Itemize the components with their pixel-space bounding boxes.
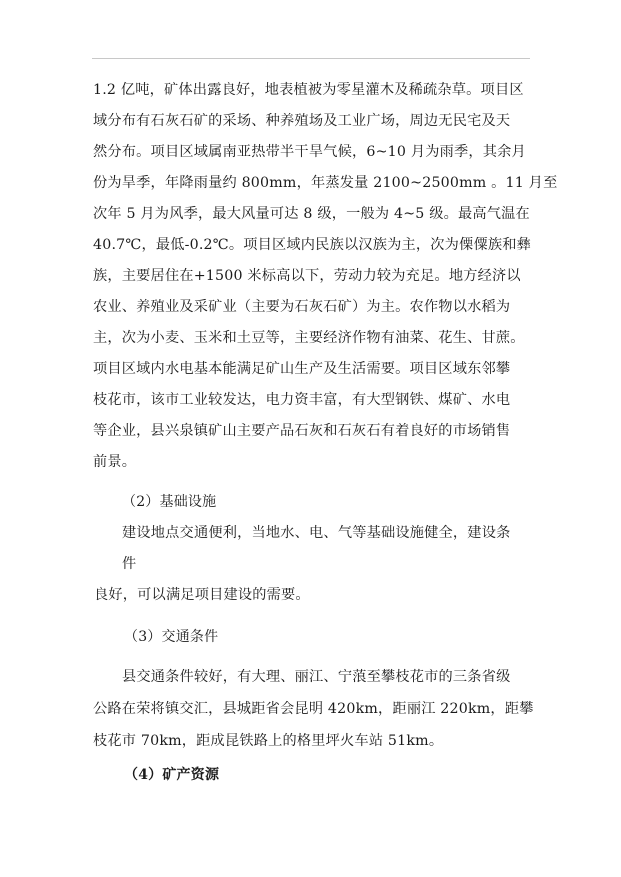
paragraph-line: 然分布。项目区域属南亚热带半干旱气候，6~10 月为雨季，其余月 [93,144,526,160]
paragraph-line: 公路在荣将镇交汇，县城距省会昆明 420km，距丽江 220km，距攀 [93,701,534,717]
paragraph-line: 族，主要居住在+1500 米标高以下，劳动力较为充足。地方经济以 [93,268,521,284]
paragraph-line: 等企业，县兴泉镇矿山主要产品石灰和石灰石有着良好的市场销售 [93,423,511,439]
section-heading-infrastructure: （2）基础设施 [122,494,217,510]
paragraph-line: 件 [122,556,137,572]
paragraph-line: 项目区域内水电基本能满足矿山生产及生活需要。项目区域东邻攀 [93,361,511,377]
paragraph-line: 次年 5 月为风季，最大风量可达 8 级，一般为 4~5 级。最高气温在 [93,206,530,222]
paragraph-line: 建设地点交通便利，当地水、电、气等基础设施健全，建设条 [122,525,511,541]
paragraph-line: 1.2 亿吨，矿体出露良好，地表植被为零星灌木及稀疏杂草。项目区 [93,82,524,98]
paragraph-line: 良好，可以满足项目建设的需要。 [94,587,310,603]
paragraph-line: 县交通条件较好，有大理、丽江、宁蒗至攀枝花市的三条省级 [122,669,511,685]
paragraph-line: 农业、养殖业及采矿业（主要为石灰石矿）为主。农作物以水稻为 [93,299,511,315]
paragraph-line: 枝花市 70km，距成昆铁路上的格里坪火车站 51km。 [93,733,444,749]
section-heading-mineral-resources: （4）矿产资源 [124,767,220,783]
section-heading-transportation: （3）交通条件 [124,629,219,645]
paragraph-line: 40.7℃，最低-0.2℃。项目区域内民族以汉族为主，次为傈僳族和彝 [93,237,531,253]
paragraph-line: 主，次为小麦、玉米和土豆等，主要经济作物有油菜、花生、甘蔗。 [93,330,525,346]
paragraph-line: 前景。 [93,454,137,470]
paragraph-line: 份为旱季，年降雨量约 800mm，年蒸发量 2100~2500mm 。11 月至 [93,175,558,191]
page-header-rule [92,58,530,59]
paragraph-line: 枝花市，该市工业较发达，电力资丰富，有大型钢铁、煤矿、水电 [93,392,511,408]
paragraph-line: 域分布有石灰石矿的采场、种养殖场及工业广场，周边无民宅及天 [93,113,511,129]
